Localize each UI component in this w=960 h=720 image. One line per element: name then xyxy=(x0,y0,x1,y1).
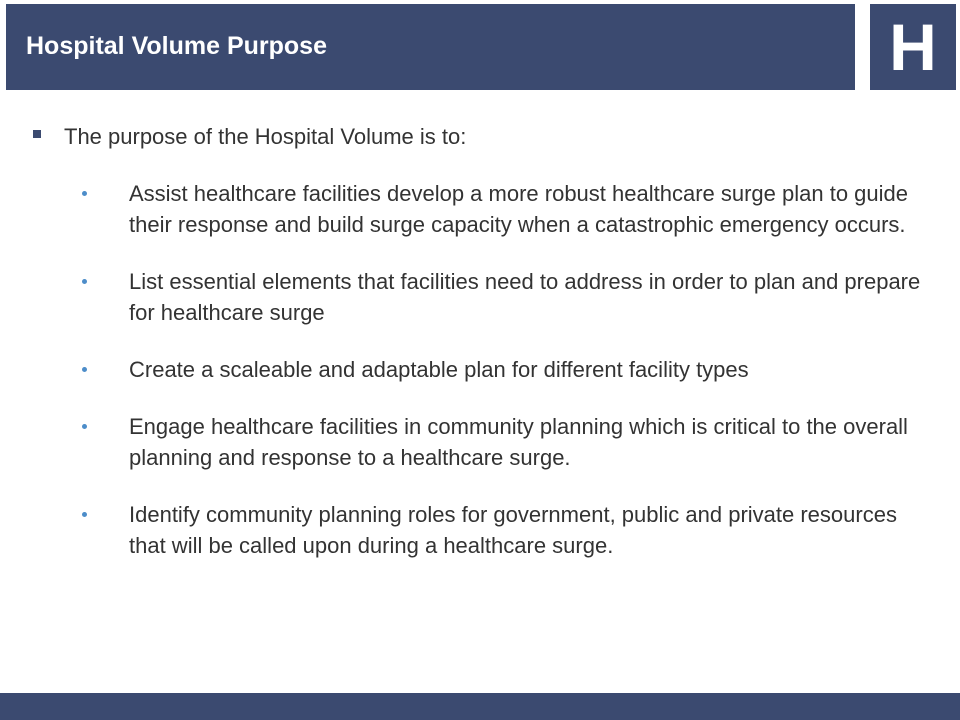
sub-bullet-text: Identify community planning roles for government, public and private resources that will be called upon during a healthcare surge. xyxy=(129,502,897,558)
square-bullet-icon xyxy=(33,130,41,138)
sub-bullet-text: Create a scaleable and adaptable plan for different facility types xyxy=(129,357,749,382)
dot-bullet-icon xyxy=(82,424,87,429)
dot-bullet-icon xyxy=(82,191,87,196)
dot-bullet-icon xyxy=(82,367,87,372)
dot-bullet-icon xyxy=(82,279,87,284)
sub-bullet-list xyxy=(76,178,936,587)
sub-bullet-item xyxy=(76,499,936,561)
footer-bar xyxy=(0,693,960,720)
sub-bullet-text: List essential elements that facilities need to address in order to plan and prepare for healthcare surge xyxy=(129,269,921,325)
sub-bullet-text: Engage healthcare facilities in community planning which is critical to the overall planning and response to a healthcare surge. xyxy=(129,414,908,470)
logo-letter: H xyxy=(889,10,937,84)
sub-bullet-item xyxy=(76,178,936,240)
dot-bullet-icon xyxy=(82,512,87,517)
sub-bullet-text: Assist healthcare facilities develop a more robust healthcare surge plan to guide their response and build surge capacity when a catastrophic emergency occurs. xyxy=(129,181,909,237)
sub-bullet-item xyxy=(76,266,936,328)
main-bullet-text: The purpose of the Hospital Volume is to: xyxy=(64,124,467,149)
sub-bullet-item xyxy=(76,411,936,473)
sub-bullet-item xyxy=(76,354,936,385)
slide-title: Hospital Volume Purpose xyxy=(26,32,327,60)
